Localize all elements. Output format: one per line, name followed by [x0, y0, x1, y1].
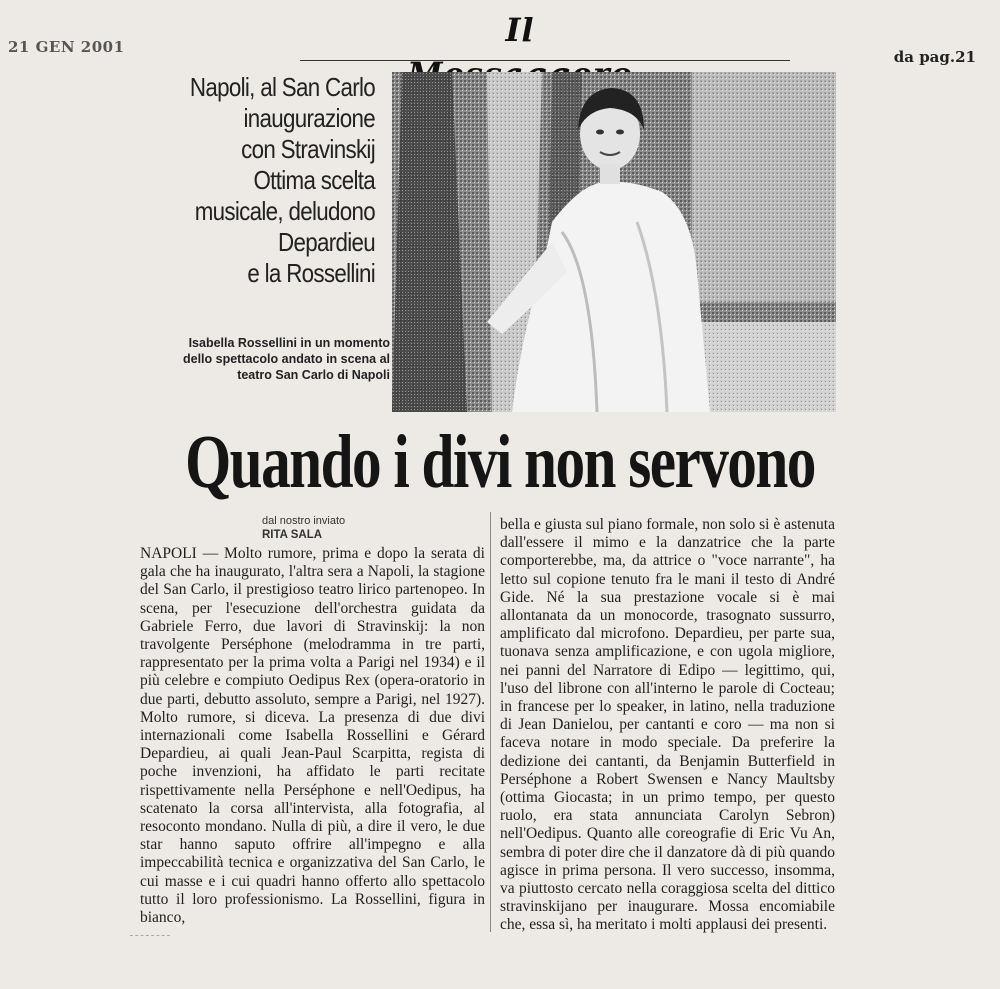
side-headline-line: Ottima scelta: [253, 165, 375, 195]
side-headline-line: inaugurazione: [243, 103, 375, 133]
author-name: RITA SALA: [262, 529, 323, 541]
page-reference: da pag.21: [893, 48, 976, 66]
side-headline-line: musicale, deludono: [194, 196, 375, 226]
side-headline-line: Depardieu: [278, 227, 375, 257]
side-headline-line: e la Rossellini: [247, 258, 375, 288]
masthead-rule: [300, 60, 790, 61]
clipping-mark: [130, 935, 170, 936]
article-column-1: NAPOLI — Molto rumore, prima e dopo la serata di gala che ha inaugurato, l'altra sera a Napoli, la stagione del San Carlo, il prestigioso teatro lirico partenopeo. In scena, per l'esecuzione dell'orchestra guidata da Gabriele Ferro, due lavori di Stravinskij: la non travolgente Perséphone (melodramma in tre parti, rappresentato per la prima volta a Parigi nel 1934) e il più celebre e compiuto Oedipus Rex (opera-oratorio in due parti, debutto assoluto, sempre a Parigi, nel 1927). Molto rumore, si diceva. La presenza di due divi internazionali come Isabella Rossellini e Gérard Depardieu, ai quali Jean-Paul Scarpitta, regista di poche invenzioni, ha affidato le parti recitate rispettivamente nella Perséphone e nell'Oedipus, ha scatenato la corsa all'intervista, alla fotografia, al resoconto mondano. Nulla di più, a dire il vero, le due star hanno saputo offrire all'impegno e alla impeccabilità tecnica e organizzativa del San Carlo, le cui masse e i cui quadri hanno offerto allo spettacolo tutto il loro professionismo. La Rossellini, figura in bianco,: [140, 545, 485, 927]
side-headline-line: Napoli, al San Carlo: [189, 72, 375, 102]
side-headline-line: con Stravinskij: [241, 134, 375, 164]
article-title: Quando i divi non servono: [185, 420, 815, 504]
side-headline: [182, 72, 376, 289]
photo-caption: Isabella Rossellini in un momento dello spettacolo andato in scena al teatro San Carlo di Napoli: [183, 336, 390, 382]
byline-prefix: dal nostro inviato: [262, 515, 346, 527]
photo-halftone: [392, 72, 836, 412]
article-photo: [392, 72, 836, 412]
byline: [262, 514, 345, 542]
article-column-2: bella e giusta sul piano formale, non solo si è astenuta dall'essere il mimo e la danzatrice che la parte comporterebbe, ma, da attrice o "voce narrante", ha letto sul copione tenuto fra le mani il testo di André Gide. Né la sua prestazione vocale si è mai allontanata da un monocorde, trasognato sussurro, amplificato dal microfono. Depardieu, per parte sua, tuonava senza amplificazione, e con ugola migliore, nei panni del Narratore di Edipo — legittimo, qui, l'uso del librone con all'interno le parole di Cocteau; in francese per lo speaker, in latino, nella traduzione di Jean Danielou, per cantanti e coro — ma non si faceva notare in modo speciale. Da preferire la dedizione dei cantanti, da Benjamin Butterfield in Perséphone a Robert Swensen e Nancy Maultsby (ottima Giocasta; in un primo tempo, per questo ruolo, era stata annunciata Carolyn Sebron) nell'Oedipus. Quanto alle coreografie di Eric Vu An, sembra di poter dire che il danzatore dà di più quando agisce in prima persona. Il vero successo, insomma, va piuttosto cercato nella coraggiosa scelta del dittico stravinskijano per inaugurare. Mossa encomiabile che, essa sì, ha meritato i molti applausi dei presenti.: [500, 516, 835, 934]
column-divider: [490, 512, 491, 932]
clipping-date: 21 GEN 2001: [8, 38, 125, 56]
newspaper-masthead: Il: [505, 11, 535, 49]
